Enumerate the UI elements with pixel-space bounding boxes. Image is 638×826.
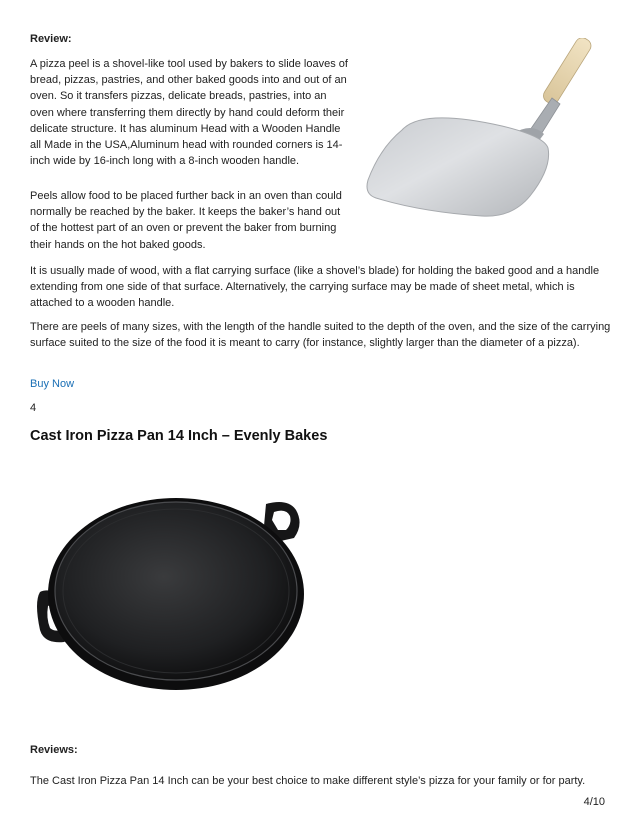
peel-description-paragraph: A pizza peel is a shovel-like tool used by bakers to slide loaves of bread, pizzas, pastries, and other baked goods into and out of an oven. So it transfers pizzas, delicate breads, pastries, into an oven where transferring them directly by hand could deform their delicate structure. It has aluminum Head with a Wooden Handle all Made in the USA,Aluminum head with rounded corners is 14-inch wide by 16-inch long with a 8-inch wooden handle. [30, 58, 348, 168]
peel-materials-paragraph: It is usually made of wood, with a flat carrying surface (like a shovel’s blade) for holding the baked good and a handle extending from one side of that surface. Alternatively, the carrying surface may be made of sheet metal, which is attached to a wooden handle. [30, 265, 600, 310]
product-title: Cast Iron Pizza Pan 14 Inch – Evenly Bakes [30, 428, 328, 444]
pan-review-text: The Cast Iron Pizza Pan 14 Inch can be your best choice to make different style’s pizza for your family or for party. [30, 775, 586, 787]
item-number: 4 [30, 402, 37, 414]
peel-sizes-paragraph: There are peels of many sizes, with the length of the handle suited to the depth of the oven, and the size of the carrying surface suited to the size of the food it is meant to carry (for instance, slightly larger than the diameter of a pizza). [30, 321, 611, 350]
cast-iron-pizza-pan-image [30, 490, 330, 710]
page-number: 4/10 [583, 796, 605, 808]
pizza-peel-image [362, 38, 618, 224]
reviews-label: Reviews: [30, 744, 78, 756]
peel-benefits-paragraph: Peels allow food to be placed further back in an oven than could normally be reached by the baker. It keeps the baker’s hand out of the hottest part of an oven or prevent the baker from burning their hands on the hot baked goods. [30, 190, 342, 251]
review-label: Review: [30, 33, 72, 45]
buy-now-link[interactable]: Buy Now [30, 378, 75, 390]
